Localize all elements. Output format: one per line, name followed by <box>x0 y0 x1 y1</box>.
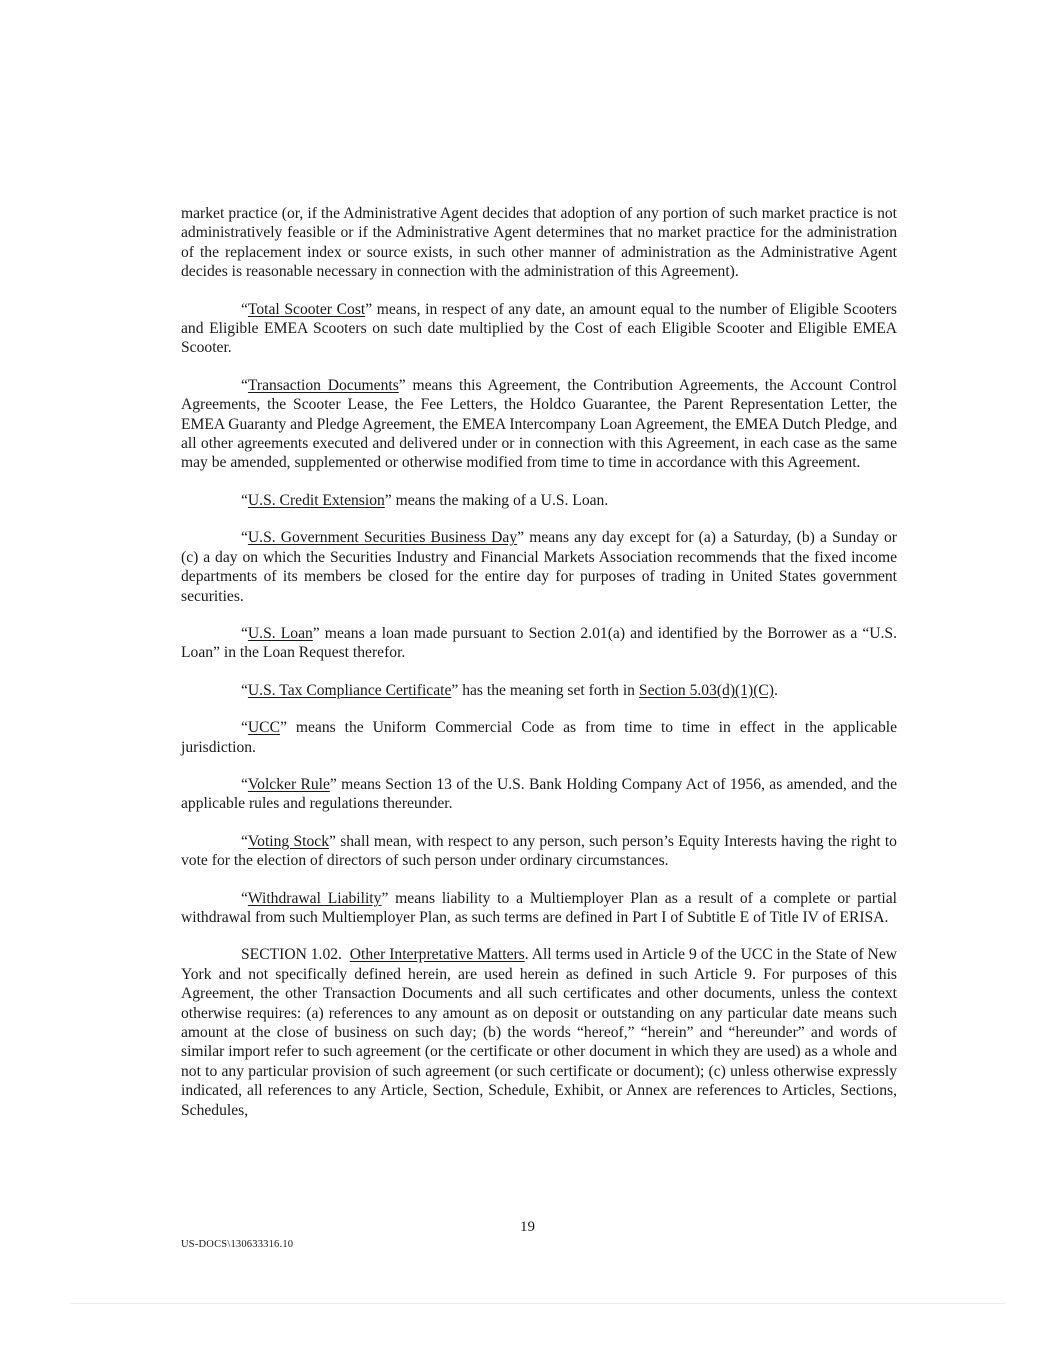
definition-text: ” means the Uniform Commercial Code as from time to time in effect in the applicable jurisdiction. <box>181 719 897 756</box>
definition-text: ” means, in respect of any date, an amount equal to the number of Eligible Scooters and Eligible EMEA Scooters on such date multiplied by the Cost of each Eligible Scooter and Eligible EMEA Scooter. <box>181 300 897 357</box>
open-quote: “ <box>241 376 248 394</box>
paragraph-continued: market practice (or, if the Administrative Agent decides that adoption of any portion of such market practice is not administratively feasible or if the Administrative Agent determines that no market practice for the administration of the replacement index or source exists, in such other manner of administration as the Administrative Agent decides is reasonable necessary in connection with the administration of this Agreement). <box>181 205 897 281</box>
defined-term: U.S. Loan <box>247 624 313 642</box>
definition-transaction-documents <box>181 376 897 473</box>
section-heading: Other Interpretative Matters <box>349 946 525 964</box>
open-quote: “ <box>241 775 248 793</box>
definition-text: ” means liability to a Multiemployer Plan as a result of a complete or partial withdrawal from such Multiemployer Plan, as such terms are defined in Part I of Subtitle E of Title IV of ERISA. <box>181 889 897 926</box>
definition-us-loan <box>181 624 897 663</box>
definition-volcker-rule <box>181 775 897 814</box>
definition-text: ” means a loan made pursuant to Section 2.01(a) and identified by the Borrower as a “U.S. Loan” in the Loan Request therefor. <box>181 624 898 662</box>
section-reference: Section 5.03(d)(1)(C) <box>638 681 775 699</box>
defined-term: U.S. Government Securities Business Day <box>247 529 518 547</box>
section-text: . All terms used in Article 9 of the UCC in the State of New York and not specifically defined herein, are used herein as defined in such Article 9. For purposes of this Agreement, the other Transaction Documents and all such certificates and other documents, unless the context otherwise requires: (a) references to any amount as on deposit or outstanding on any particular date means such amount at the close of business on such day; (b) the words “hereof,” “herein” and “hereunder” and words of similar import refer to such agreement (or the certificate or other document in which they are used) as a whole and not to any particular provision of such agreement (or such certificate or document); (c) unless otherwise expressly indicated, all references to any Article, Section, Schedule, Exhibit, or Annex are references to Articles, Sections, Schedules, <box>181 946 898 1119</box>
open-quote: “ <box>241 300 248 318</box>
definition-text: ” shall mean, with respect to any person, such person’s Equity Interests having the right to vote for the election of directors of such person under ordinary circumstances. <box>181 832 897 870</box>
defined-term: UCC <box>247 719 280 737</box>
definition-end: . <box>774 681 778 699</box>
document-body <box>181 204 897 1138</box>
definition-text: ” means any day except for (a) a Saturday, (b) a Sunday or (c) a day on which the Securities Industry and Financial Markets Association recommends that the fixed income departments of its members be closed for the entire day for purposes of trading in United States government securities. <box>181 529 897 605</box>
defined-term: Withdrawal Liability <box>247 889 382 907</box>
definition-withdrawal-liability <box>181 889 897 928</box>
section-1-02 <box>181 945 897 1120</box>
definition-total-scooter-cost <box>181 300 897 358</box>
definition-ucc <box>181 718 897 757</box>
defined-term: Volcker Rule <box>247 775 330 793</box>
bottom-divider <box>70 1303 1005 1304</box>
definition-text: ” means the making of a U.S. Loan. <box>384 491 609 509</box>
defined-term: U.S. Credit Extension <box>247 491 385 509</box>
open-quote: “ <box>241 719 248 737</box>
page-number: 19 <box>520 1219 535 1235</box>
definition-us-gov-securities-business-day <box>181 528 897 606</box>
definition-text: ” means Section 13 of the U.S. Bank Holding Company Act of 1956, as amended, and the applicable rules and regulations thereunder. <box>181 775 897 813</box>
open-quote: “ <box>241 529 248 547</box>
definition-us-tax-compliance-certificate <box>181 681 897 700</box>
open-quote: “ <box>241 624 248 642</box>
open-quote: “ <box>241 681 248 699</box>
open-quote: “ <box>241 491 248 509</box>
defined-term: Voting Stock <box>247 832 330 850</box>
section-label: SECTION 1.02. <box>241 946 342 964</box>
defined-term: Transaction Documents <box>247 376 399 394</box>
definition-text: ” means this Agreement, the Contribution Agreements, the Account Control Agreements, the Scooter Lease, the Fee Letters, the Holdco Guarantee, the Parent Representation Letter, the EMEA Guaranty and Pledge Agreement, the EMEA Intercompany Loan Agreement, the EMEA Dutch Pledge, and all other agreements executed and delivered under or in connection with this Agreement, in each case as the same may be amended, supplemented or otherwise modified from time to time in accordance with this Agreement. <box>181 376 897 472</box>
document-id: US-DOCS\130633316.10 <box>181 1239 294 1250</box>
definition-us-credit-extension <box>181 491 897 510</box>
definition-voting-stock <box>181 832 897 871</box>
defined-term: U.S. Tax Compliance Certificate <box>247 681 452 699</box>
open-quote: “ <box>241 832 248 850</box>
definition-text: ” has the meaning set forth in <box>451 681 639 699</box>
open-quote: “ <box>241 889 248 907</box>
defined-term: Total Scooter Cost <box>247 300 366 318</box>
